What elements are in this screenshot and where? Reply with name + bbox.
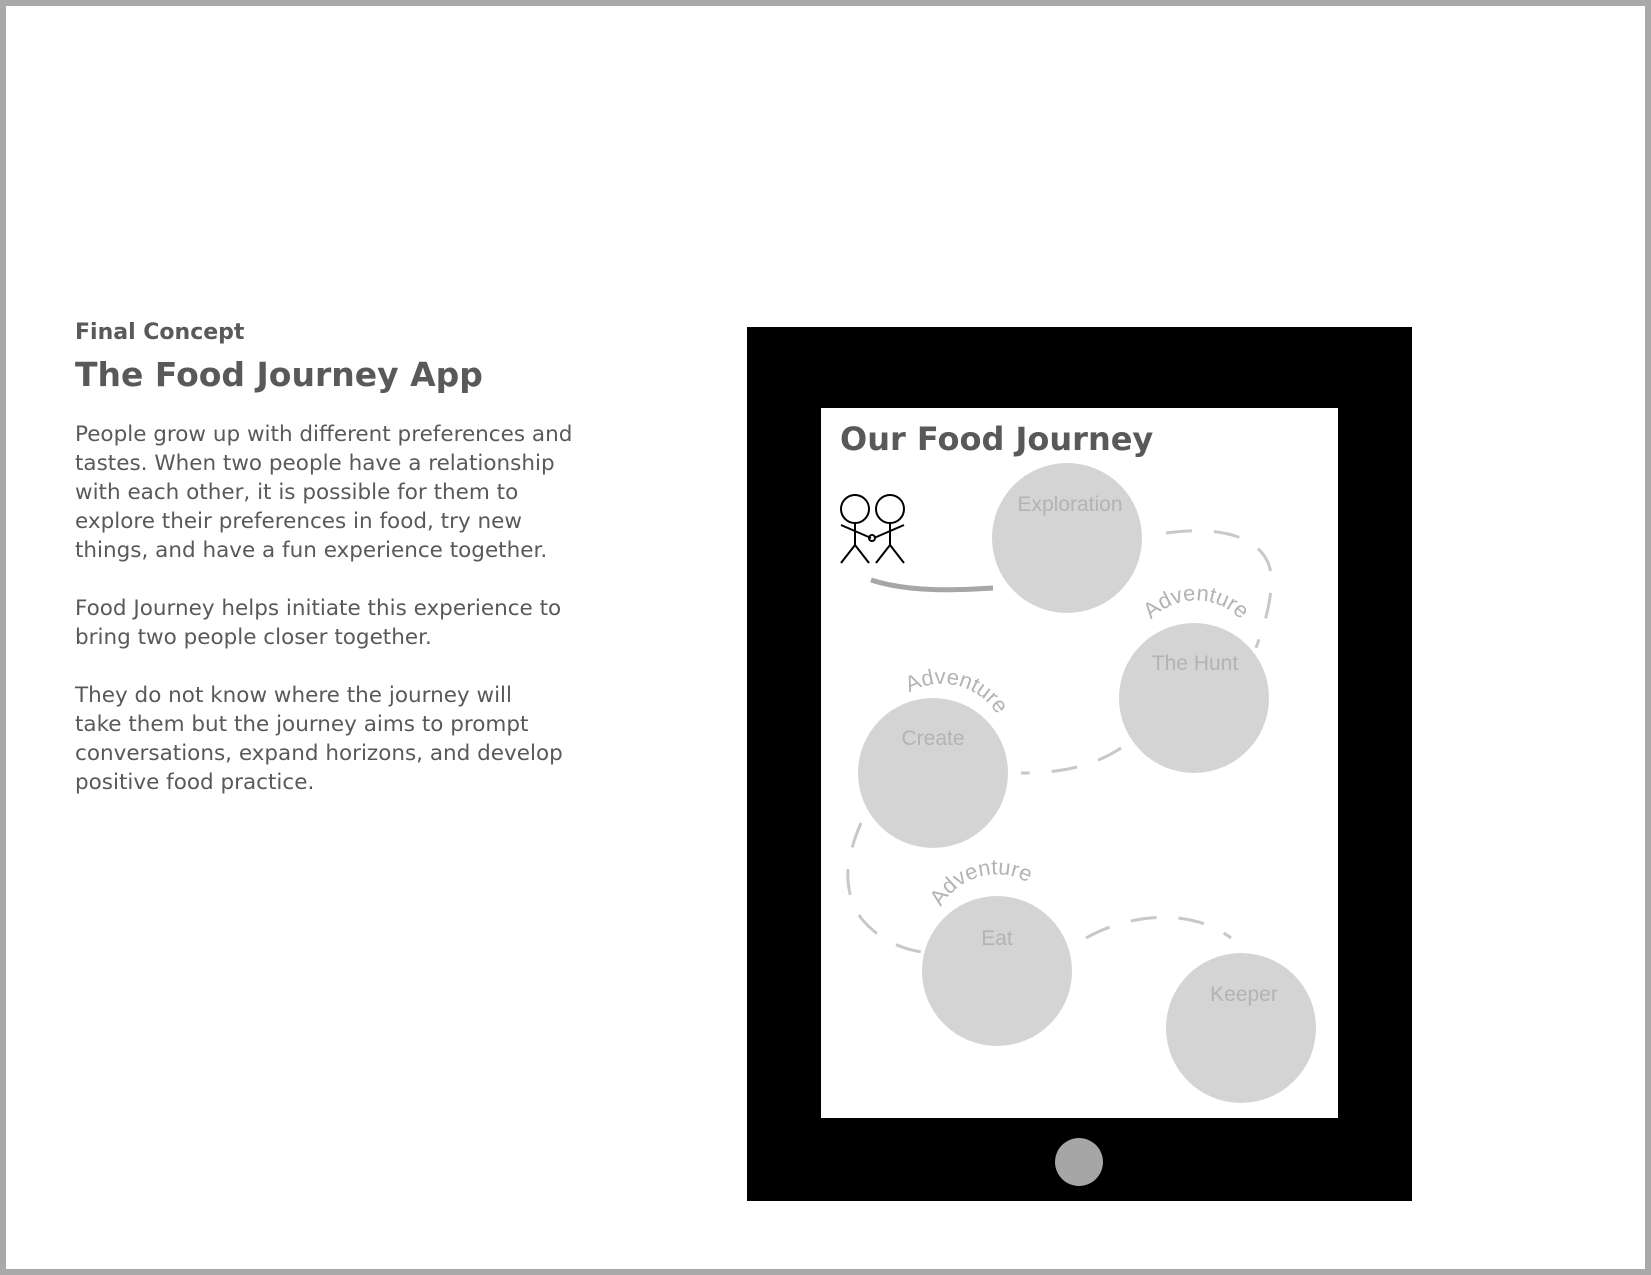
tablet-device [747, 327, 1412, 1201]
couple-stick-figures-icon [841, 495, 904, 563]
concept-eyebrow: Final Concept [75, 320, 245, 345]
concept-panel [75, 320, 575, 826]
stop-the-hunt-arc-label [1138, 580, 1254, 623]
screen-title: Our Food Journey [840, 420, 1154, 458]
stop-create-label: Create [901, 727, 965, 750]
stop-keeper-bubble[interactable] [1166, 953, 1316, 1103]
path-segment-4 [1086, 917, 1231, 938]
concept-paragraph-3: They do not know where the journey will take them but the journey aims to prompt conversations, expand horizons, and develop positive food practice. [75, 683, 563, 795]
stop-the-hunt-arc-text: Adventure [1137, 580, 1255, 624]
stop-exploration-label: Exploration [1017, 493, 1123, 516]
stop-create-arc-text: Adventure [901, 663, 1014, 718]
stop-the-hunt-bubble[interactable] [1119, 623, 1269, 773]
stop-the-hunt[interactable] [1119, 580, 1269, 773]
stop-eat-bubble[interactable] [922, 896, 1072, 1046]
stop-keeper-label: Keeper [1210, 983, 1278, 1006]
stop-keeper[interactable] [1166, 953, 1316, 1103]
stop-eat[interactable] [922, 854, 1072, 1046]
home-button-icon[interactable] [1055, 1138, 1103, 1186]
concept-title: The Food Journey App [75, 355, 483, 394]
stop-the-hunt-label: The Hunt [1151, 652, 1239, 675]
path-segment-2 [1021, 748, 1121, 773]
stop-exploration[interactable] [992, 463, 1142, 613]
stop-exploration-bubble[interactable] [992, 463, 1142, 613]
stop-eat-arc-text: Adventure [924, 854, 1037, 910]
stop-create[interactable] [858, 664, 1014, 848]
stop-create-bubble[interactable] [858, 698, 1008, 848]
concept-paragraph-2: Food Journey helps initiate this experience to bring two people closer together. [75, 596, 562, 650]
concept-paragraph-1: People grow up with different preferences and tastes. When two people have a relationship with each other, it is possible for them to explore their preferences in food, try new things, and have a fun experience together. [75, 422, 573, 563]
stop-eat-label: Eat [981, 927, 1013, 950]
journey-map [821, 408, 1338, 1118]
start-line [871, 580, 993, 590]
app-screen [821, 408, 1338, 1118]
